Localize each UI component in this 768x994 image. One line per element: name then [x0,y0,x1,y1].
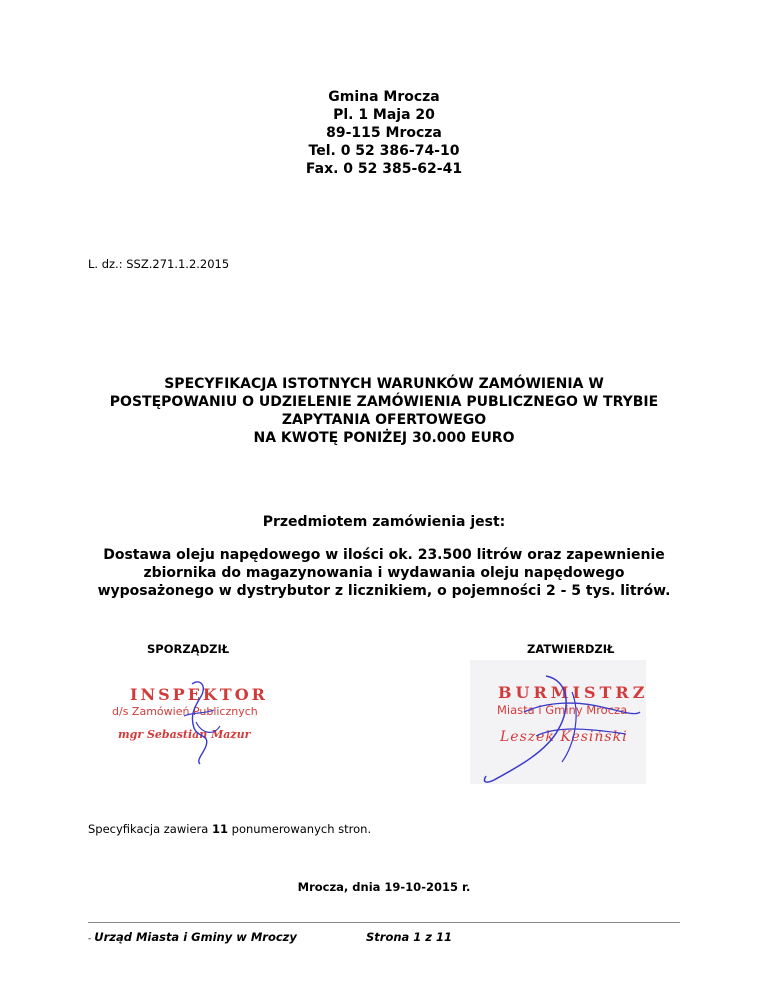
page-count-text: ponumerowanych stron. [227,822,372,836]
address-line: Fax. 0 52 385-62-41 [305,161,463,177]
address-line: Pl. 1 Maja 20 [333,107,435,123]
address-line: Gmina Mrocza [328,89,440,105]
footer-issuer [88,930,297,944]
title-line: SPECYFIKACJA ISTOTNYCH WARUNKÓW ZAMÓWIENIA W [164,376,604,392]
footer-issuer-text: Urząd Miasta i Gminy w Mroczy [94,930,297,944]
prepared-by-label: SPORZĄDZIŁ [147,642,230,656]
stamp-title: INSPEKTOR [130,685,268,704]
title-line: NA KWOTĘ PONIŻEJ 30.000 EURO [253,430,515,446]
subject-line: wyposażonego w dystrybutor z licznikiem, o pojemności 2 - 5 tys. litrów. [97,583,671,599]
document-title [40,375,728,447]
stamp-office: Miasta i Gminy Mrocza [497,703,628,717]
subject-line: Dostawa oleju napędowego w ilości ok. 23.500 litrów oraz zapewnienie [103,547,665,563]
stamp-title: BURMISTRZ [498,683,649,702]
inspector-stamp [108,685,308,741]
approved-by-label: ZATWIERDZIŁ [527,642,615,656]
reference-number: L. dz.: SSZ.271.1.2.2015 [88,257,230,271]
footer-divider [88,922,680,923]
page-count-text: Specyfikacja zawiera [88,822,212,836]
subject-label: Przedmiotem zamówienia jest: [262,514,506,530]
stamp-department: d/s Zamówień Publicznych [112,705,258,718]
address-line: Tel. 0 52 386-74-10 [308,143,460,159]
mayor-stamp [488,683,658,745]
stamp-name: mgr Sebastian Mazur [118,728,251,741]
title-line: ZAPYTANIA OFERTOWEGO [281,412,487,428]
subject-description [30,546,738,600]
footer-dash: - [88,934,92,944]
footer-page-number: Strona 1 z 11 [366,930,453,944]
page-count-note [88,822,371,836]
place-and-date: Mrocza, dnia 19-10-2015 r. [297,880,471,894]
page-count-number: 11 [211,822,228,836]
subject-line: zbiornika do magazynowania i wydawania oleju napędowego [143,565,625,581]
address-line: 89-115 Mrocza [326,125,442,141]
stamp-name: Leszek Kesiński [500,729,628,745]
title-line: POSTĘPOWANIU O UDZIELENIE ZAMÓWIENIA PUBLICZNEGO W TRYBIE [109,394,659,410]
issuer-address [0,88,768,178]
